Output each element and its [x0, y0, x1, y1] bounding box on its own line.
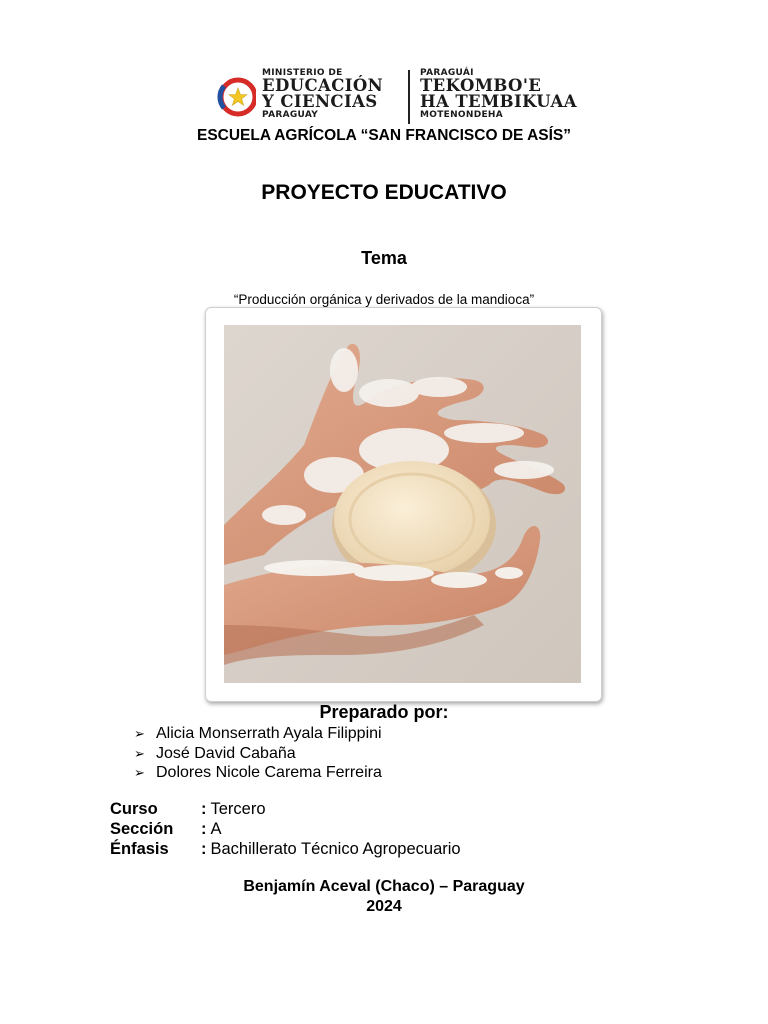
list-item: [134, 763, 382, 783]
author-name: José David Cabaña: [156, 744, 296, 762]
place: Benjamín Aceval (Chaco) – Paraguay: [243, 878, 525, 895]
author-name: Alicia Monserrath Ayala Filippini: [156, 725, 382, 742]
guarani-small-label: PARAGUÁI: [420, 68, 474, 78]
ministry-logo: [212, 68, 592, 126]
arrow-bullet-icon: ➢: [134, 745, 145, 761]
list-item: [134, 744, 382, 764]
soap-hands-photo: [224, 325, 581, 683]
ministry-line-1: EDUCACIÓN: [262, 76, 384, 95]
topic-heading: Tema: [361, 248, 407, 268]
seccion-value: A: [210, 820, 222, 838]
colon: :: [201, 840, 207, 858]
enfasis-label: Énfasis: [110, 840, 169, 858]
arrow-bullet-icon: ➢: [134, 726, 145, 741]
list-item: [134, 724, 382, 744]
ministry-small-label: MINISTERIO DE: [262, 68, 343, 78]
enfasis-value: Bachillerato Técnico Agropecuario: [210, 840, 461, 858]
guarani-line-1: TEKOMBO'E: [420, 76, 542, 95]
curso-row: [110, 799, 266, 819]
colon: :: [201, 820, 207, 838]
curso-label: Curso: [110, 800, 158, 818]
ministry-line-2: Y CIENCIAS: [262, 92, 378, 111]
document-title: PROYECTO EDUCATIVO: [261, 181, 507, 204]
enfasis-row: [110, 839, 461, 859]
arrow-bullet-icon: ➢: [134, 765, 145, 780]
seccion-label: Sección: [110, 820, 174, 838]
curso-value: Tercero: [210, 800, 266, 818]
author-name: Dolores Nicole Carema Ferreira: [156, 764, 382, 781]
school-name: ESCUELA AGRÍCOLA “SAN FRANCISCO DE ASÍS”: [196, 127, 572, 144]
colon: :: [201, 800, 207, 818]
prepared-by-heading: Preparado por:: [319, 702, 449, 722]
paraguay-emblem-icon: [216, 76, 256, 118]
authors-list: [134, 724, 382, 783]
guarani-line-2: HA TEMBIKUAA: [420, 92, 577, 111]
topic-text: “Producción orgánica y derivados de la mandioca”: [233, 292, 535, 307]
guarani-bottom-label: MOTENONDEHA: [420, 110, 504, 120]
year: 2024: [366, 898, 402, 915]
logo-divider: [408, 70, 410, 124]
ministry-country: PARAGUAY: [262, 110, 319, 120]
seccion-row: [110, 819, 222, 839]
